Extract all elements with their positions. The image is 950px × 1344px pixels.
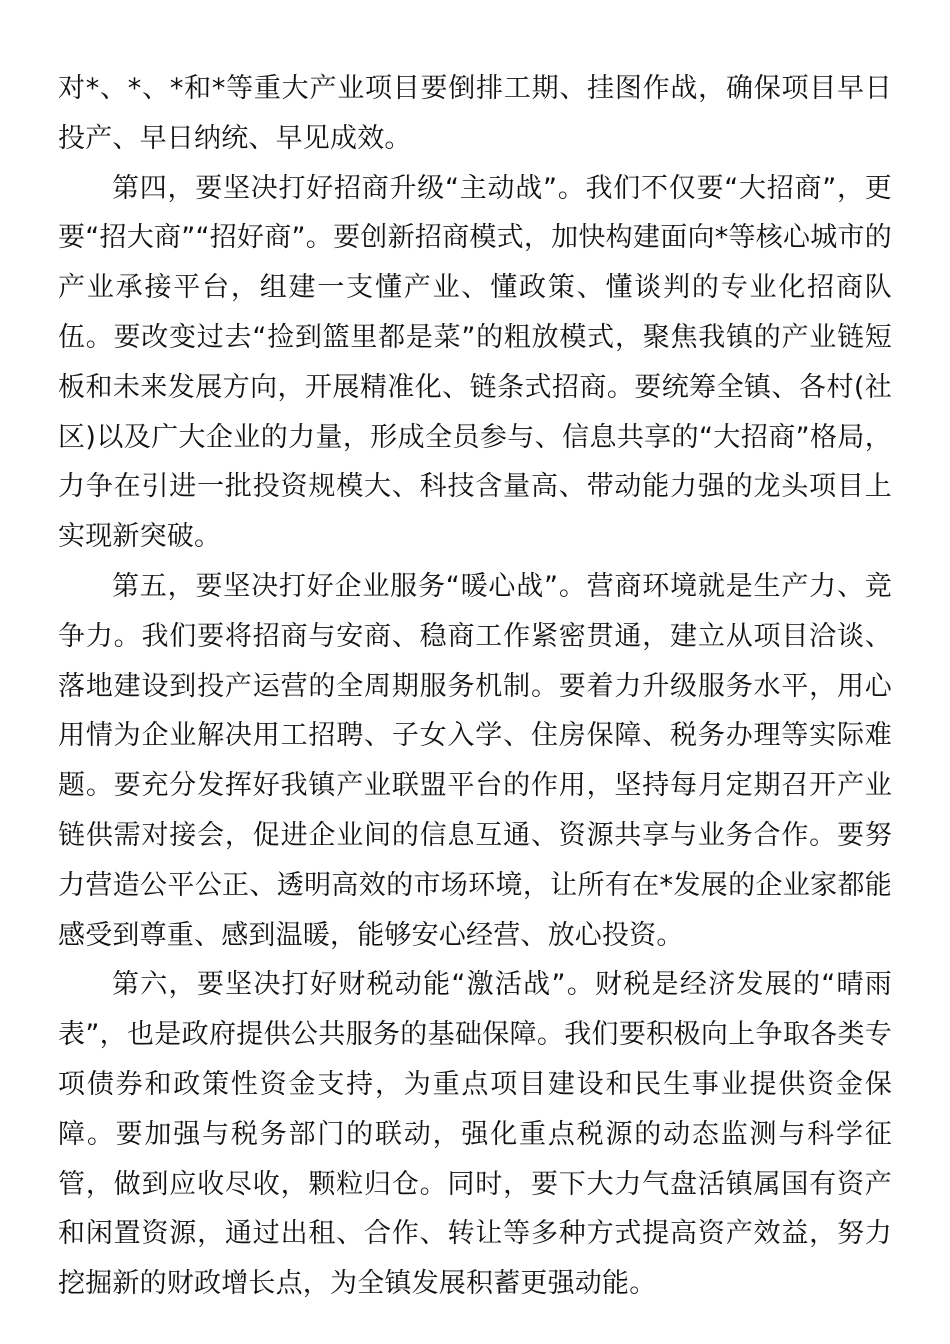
paragraph-sixth: 第六，要坚决打好财税动能“激活战”。财税是经济发展的“晴雨表”，也是政府提供公共服务的基础保障。我们要积极向上争取各类专项债券和政策性资金支持，为重点项目建设和民生事业提供资金保障。要加强与税务部门的联动，强化重点税源的动态监测与科学征管，做到应收尽收，颗粒归仓。同时，要下大力气盘活镇属国有资产和闲置资源，通过出租、合作、转让等多种方式提高资产效益，努力挖掘新的财政增长点，为全镇发展积蓄更强动能。 <box>58 969 892 1300</box>
document-body <box>58 64 892 1309</box>
paragraph-fifth: 第五，要坚决打好企业服务“暖心战”。营商环境就是生产力、竞争力。我们要将招商与安商、稳商工作紧密贯通，建立从项目洽谈、落地建设到投产运营的全周期服务机制。要着力升级服务水平，用心用情为企业解决用工招聘、子女入学、住房保障、税务办理等实际难题。要充分发挥好我镇产业联盟平台的作用，坚持每月定期召开产业链供需对接会，促进企业间的信息互通、资源共享与业务合作。要努力营造公平公正、透明高效的市场环境，让所有在*发展的企业家都能感受到尊重、感到温暖，能够安心经营、放心投资。 <box>58 570 892 951</box>
paragraph-continued: 对*、*、*和*等重大产业项目要倒排工期、挂图作战，确保项目早日投产、早日纳统、早见成效。 <box>58 73 892 154</box>
paragraph-fourth: 第四，要坚决打好招商升级“主动战”。我们不仅要“大招商”，更要“招大商”“招好商”。要创新招商模式，加快构建面向*等核心城市的产业承接平台，组建一支懂产业、懂政策、懂谈判的专业化招商队伍。要改变过去“捡到篮里都是菜”的粗放模式，聚焦我镇的产业链短板和未来发展方向，开展精准化、链条式招商。要统筹全镇、各村(社区)以及广大企业的力量，形成全员参与、信息共享的“大招商”格局，力争在引进一批投资规模大、科技含量高、带动能力强的龙头项目上实现新突破。 <box>58 172 892 553</box>
